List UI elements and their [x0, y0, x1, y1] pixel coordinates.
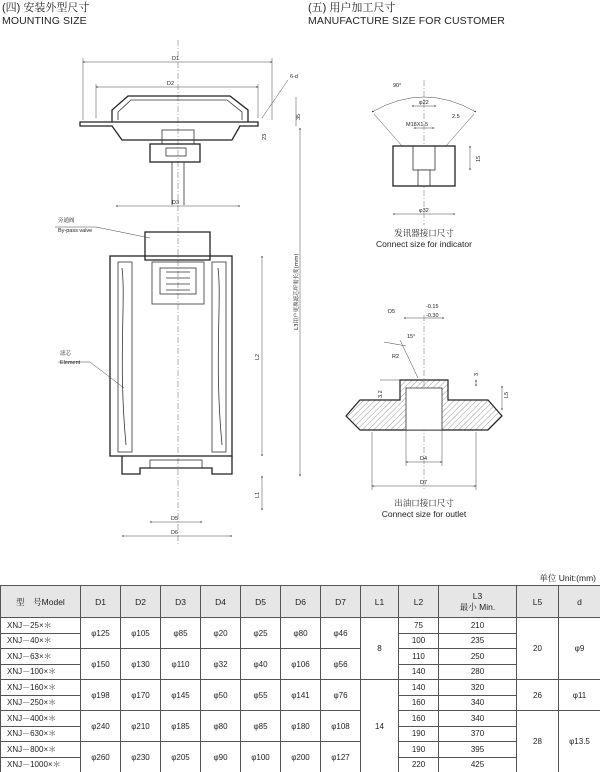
- cell-d3: φ185: [161, 711, 201, 742]
- cell-model: XNJ－250×＊: [1, 695, 81, 711]
- cell-model: XNJ－160×＊: [1, 680, 81, 696]
- indicator-h15: 15: [476, 155, 482, 162]
- cell-d3: φ110: [161, 649, 201, 680]
- cell-l3: 280: [439, 664, 517, 680]
- cell-d7: φ56: [321, 649, 361, 680]
- outlet-angle: 15°: [407, 334, 416, 340]
- col-d2: D2: [121, 586, 161, 618]
- cell-l3: 235: [439, 633, 517, 649]
- cell-model: XNJ－800×＊: [1, 742, 81, 758]
- col-d3: D3: [161, 586, 201, 618]
- cell-l2: 110: [399, 649, 439, 665]
- cell-model: XNJ－1000×＊: [1, 757, 81, 772]
- cell-model: XNJ－40×＊: [1, 633, 81, 649]
- bypass-label-cn: 旁通阀: [58, 218, 75, 224]
- mounting-drawing: [55, 40, 302, 545]
- cell-d4: φ90: [201, 742, 241, 772]
- cell-l3: 210: [439, 618, 517, 634]
- dim-d5: D5: [171, 516, 179, 522]
- cell-d5: φ40: [241, 649, 281, 680]
- cell-d3: φ85: [161, 618, 201, 649]
- cell-d3: φ205: [161, 742, 201, 772]
- dim-d1: D1: [172, 56, 180, 62]
- col-d5: D5: [241, 586, 281, 618]
- outlet-drawing: [346, 304, 510, 490]
- indicator-r: 2.5: [452, 114, 460, 120]
- cell-l3: 370: [439, 726, 517, 742]
- cell-l2: 160: [399, 711, 439, 727]
- dim-h23: 23: [262, 133, 268, 140]
- col-d: d: [559, 586, 600, 618]
- col-l2: L2: [399, 586, 439, 618]
- cell-d1: φ240: [81, 711, 121, 742]
- cell-d2: φ105: [121, 618, 161, 649]
- indicator-caption-cn: 发讯器接口尺寸: [394, 228, 454, 238]
- outlet-tol-lower: -0.30: [426, 313, 439, 319]
- cell-l2: 220: [399, 757, 439, 772]
- spec-table: [0, 585, 600, 772]
- table-row: [1, 742, 600, 758]
- dim-l3-vertical: L3用户更换滤芯所需长度(mm): [294, 253, 300, 330]
- cell-d1: φ150: [81, 649, 121, 680]
- cell-d5: φ100: [241, 742, 281, 772]
- cell-l5: 26: [517, 680, 559, 711]
- cell-d4: φ20: [201, 618, 241, 649]
- dim-holes: 6-d: [290, 74, 298, 80]
- dim-h35: 35: [296, 113, 302, 120]
- outlet-caption-en: Connect size for outlet: [381, 509, 467, 519]
- col-d7: D7: [321, 586, 361, 618]
- cell-d3: φ145: [161, 680, 201, 711]
- cell-l5: 20: [517, 618, 559, 680]
- cell-d: φ13.5: [559, 711, 600, 772]
- cell-d2: φ130: [121, 649, 161, 680]
- indicator-caption: [364, 228, 484, 250]
- outlet-caption-cn: 出油口接口尺寸: [394, 498, 454, 508]
- cell-d5: φ85: [241, 711, 281, 742]
- outlet-caption: [364, 498, 484, 520]
- cell-l3: 340: [439, 695, 517, 711]
- cell-d4: φ80: [201, 711, 241, 742]
- col-d6: D6: [281, 586, 321, 618]
- table-row: [1, 649, 600, 665]
- cell-l1: 8: [361, 618, 399, 680]
- cell-l5: 28: [517, 711, 559, 772]
- cell-l3: 395: [439, 742, 517, 758]
- cell-l3: 340: [439, 711, 517, 727]
- cell-l3: 425: [439, 757, 517, 772]
- cell-l2: 160: [399, 695, 439, 711]
- col-d1: D1: [81, 586, 121, 618]
- outlet-d5: D5: [388, 309, 396, 315]
- cell-d2: φ170: [121, 680, 161, 711]
- indicator-drawing: [372, 80, 482, 225]
- outlet-l5: L5: [504, 391, 510, 398]
- outlet-r: R2: [392, 354, 400, 360]
- cell-l2: 190: [399, 742, 439, 758]
- col-d4: D4: [201, 586, 241, 618]
- indicator-caption-en: Connect size for indicator: [376, 239, 472, 249]
- col-model: 型 号Model: [1, 586, 81, 618]
- outlet-d7: D7: [420, 480, 428, 486]
- cell-d7: φ108: [321, 711, 361, 742]
- cell-model: XNJ－400×＊: [1, 711, 81, 727]
- cell-d5: φ55: [241, 680, 281, 711]
- col-l5: L5: [517, 586, 559, 618]
- col-l3: [439, 586, 517, 618]
- cell-d6: φ141: [281, 680, 321, 711]
- cell-d6: φ180: [281, 711, 321, 742]
- cell-model: XNJ－63×＊: [1, 649, 81, 665]
- cell-d7: φ76: [321, 680, 361, 711]
- table-row: [1, 711, 600, 727]
- cell-model: XNJ－25×＊: [1, 618, 81, 634]
- outlet-d4: D4: [420, 456, 428, 462]
- cell-l3: 250: [439, 649, 517, 665]
- dim-d6: D6: [171, 530, 179, 536]
- cell-l3: 320: [439, 680, 517, 696]
- cell-d5: φ25: [241, 618, 281, 649]
- unit-label: 单位 Unit:(mm): [539, 573, 596, 583]
- cell-d4: φ32: [201, 649, 241, 680]
- cell-d6: φ200: [281, 742, 321, 772]
- outlet-tol-upper: -0.15: [426, 304, 439, 310]
- cell-d6: φ106: [281, 649, 321, 680]
- outlet-h32: 3.2: [378, 390, 384, 398]
- table-row: [1, 618, 600, 634]
- mounting-size-title-en: MOUNTING SIZE: [2, 15, 87, 27]
- mounting-size-title-cn: (四) 安装外型尺寸: [2, 2, 90, 14]
- cell-l2: 190: [399, 726, 439, 742]
- cell-d7: φ46: [321, 618, 361, 649]
- cell-d: φ11: [559, 680, 600, 711]
- dim-d3: D3: [172, 200, 180, 206]
- cell-d4: φ50: [201, 680, 241, 711]
- bypass-label-en: By-pass valve: [58, 228, 93, 234]
- indicator-angle: 90°: [393, 83, 402, 89]
- cell-d1: φ260: [81, 742, 121, 772]
- table-header-row: [1, 586, 600, 618]
- col-l1: L1: [361, 586, 399, 618]
- cell-model: XNJ－100×＊: [1, 664, 81, 680]
- cell-l2: 100: [399, 633, 439, 649]
- table-row: [1, 680, 600, 696]
- dim-l1: L1: [255, 491, 261, 498]
- cell-model: XNJ－630×＊: [1, 726, 81, 742]
- cell-d1: φ198: [81, 680, 121, 711]
- cell-l2: 75: [399, 618, 439, 634]
- element-label-cn: 滤芯: [60, 351, 72, 357]
- cell-d: φ9: [559, 618, 600, 680]
- indicator-thread: M18X1.5: [406, 122, 429, 128]
- cell-l2: 140: [399, 680, 439, 696]
- dim-d2: D2: [167, 81, 175, 87]
- outlet-h3: 3: [474, 372, 480, 376]
- cell-d2: φ230: [121, 742, 161, 772]
- cell-l1: 14: [361, 680, 399, 772]
- col-l3-top: L3: [472, 590, 483, 601]
- cell-d2: φ210: [121, 711, 161, 742]
- manufacture-size-title-en: MANUFACTURE SIZE FOR CUSTOMER: [308, 15, 505, 27]
- indicator-d22: φ22: [419, 100, 429, 106]
- manufacture-size-title-cn: (五) 用户加工尺寸: [308, 2, 396, 14]
- col-l3-bottom: 最小 Min.: [459, 601, 496, 612]
- dim-l2: L2: [255, 353, 261, 360]
- cell-d7: φ127: [321, 742, 361, 772]
- indicator-d32: φ32: [419, 208, 429, 214]
- element-label-en: Element: [60, 360, 81, 366]
- cell-d1: φ125: [81, 618, 121, 649]
- cell-d6: φ80: [281, 618, 321, 649]
- cell-l2: 140: [399, 664, 439, 680]
